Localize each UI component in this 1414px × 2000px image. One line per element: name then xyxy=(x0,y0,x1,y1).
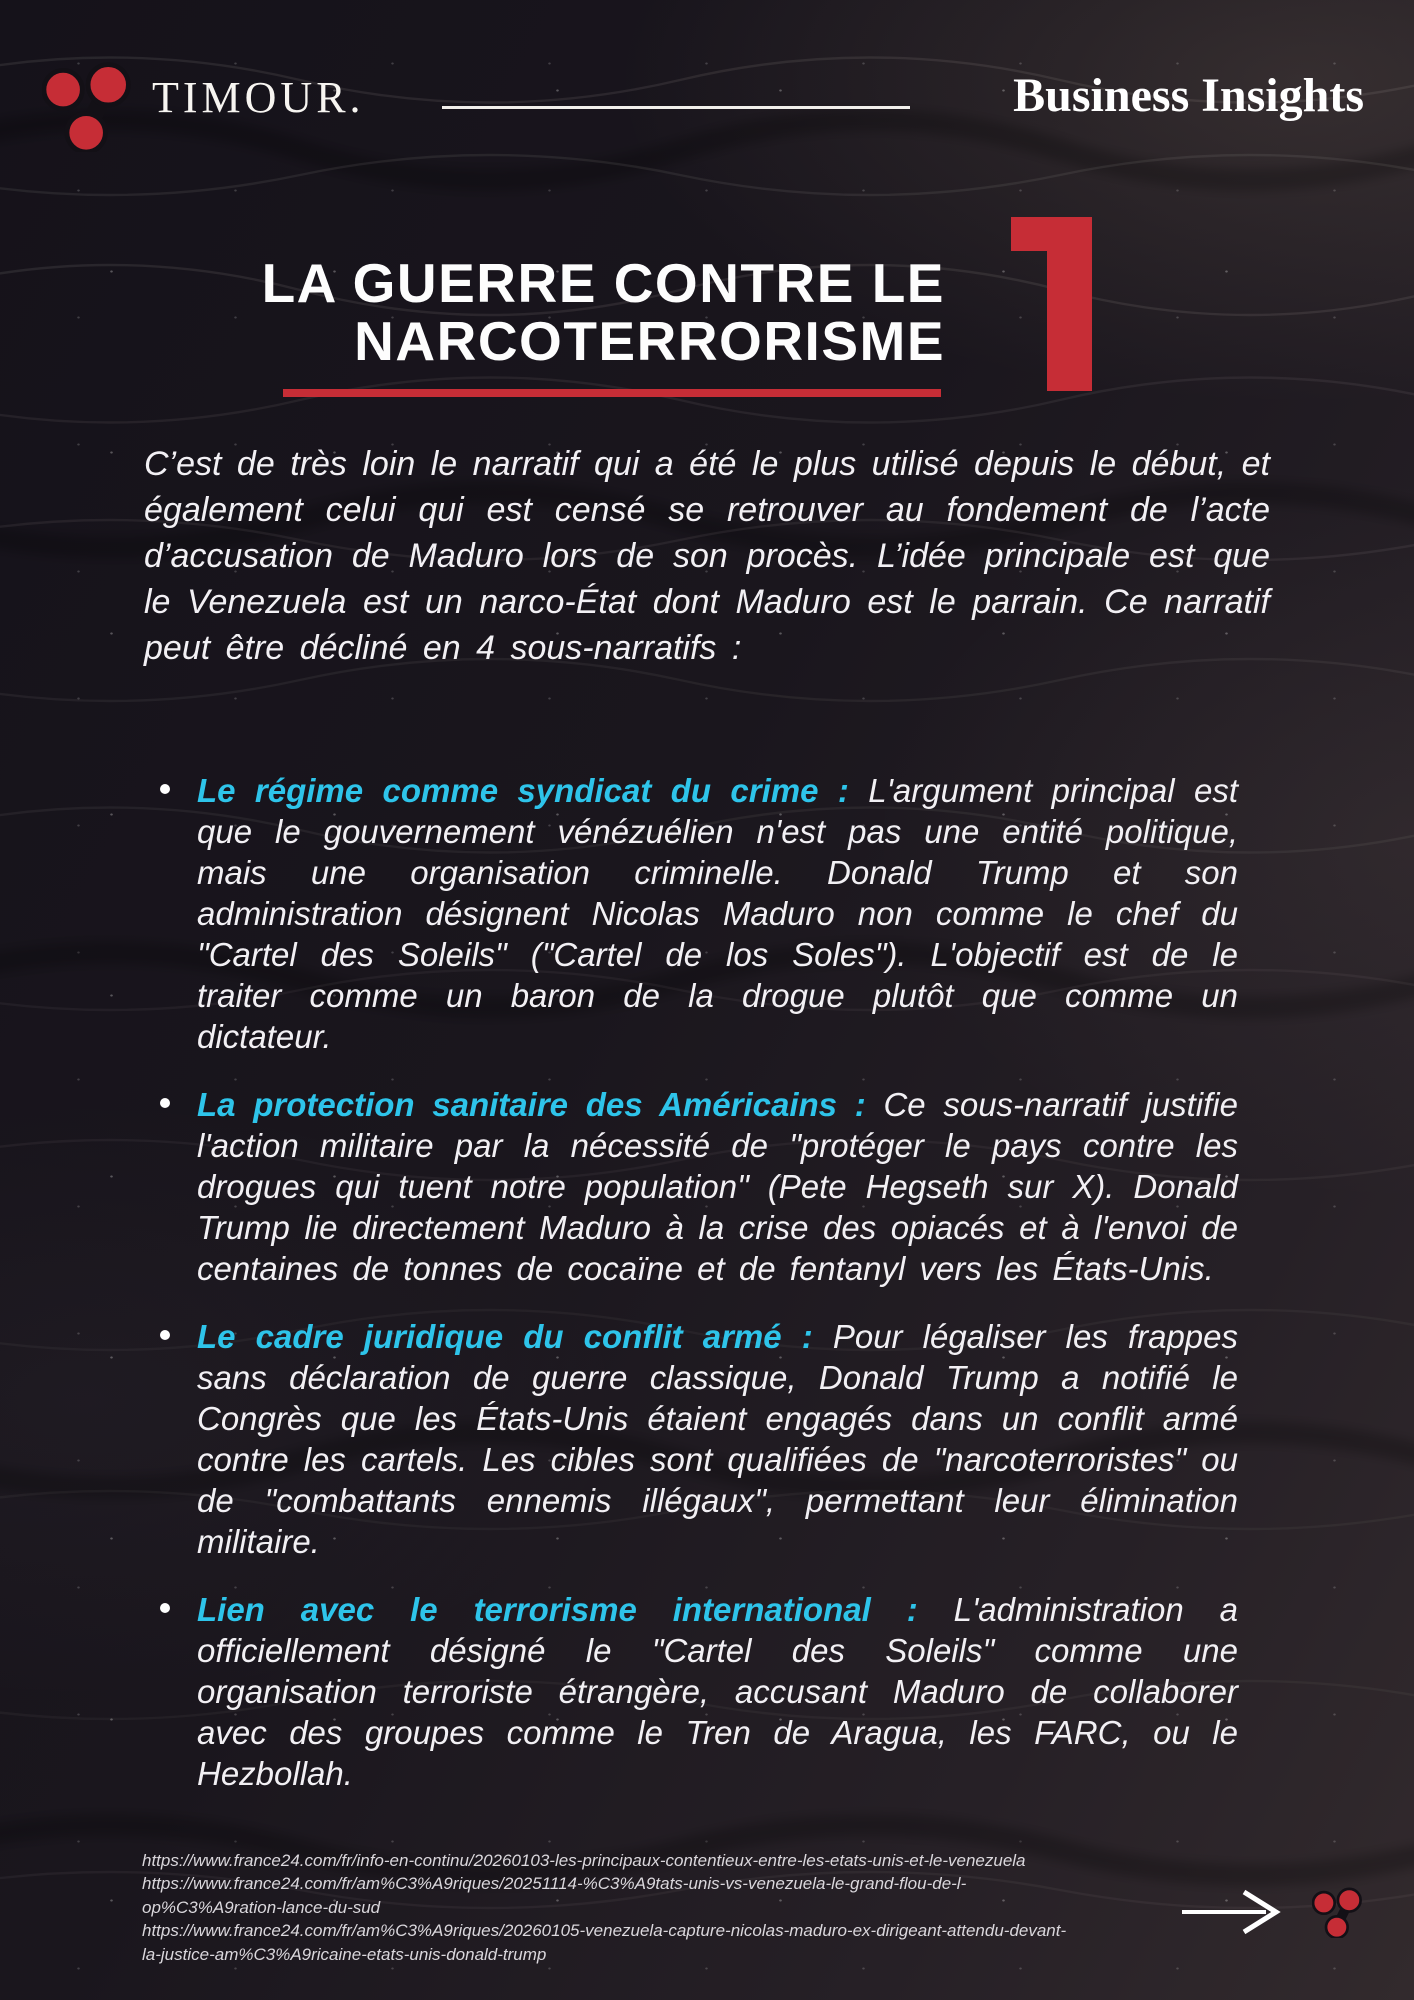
list-item xyxy=(150,1084,1238,1289)
source-link[interactable]: https://www.france24.com/fr/info-en-continu/20260103-les-principaux-contentieux-entre-les-etats-unis-et-le-venezuela xyxy=(142,1851,1026,1870)
bullet-dot-icon xyxy=(160,1098,170,1108)
bullet-dot-icon xyxy=(160,784,170,794)
next-page-arrow-icon[interactable] xyxy=(1178,1888,1284,1936)
bullet-text: Ce sous-narratif justifie l'action militaire par la nécessité de "protéger le pays contre les drogues qui tuent notre population" (Pete Hegseth sur X). Donald Trump lie directement Maduro à la crise des opiacés et à l'envoi de centaines de tonnes de cocaïne et de fentanyl vers les États-Unis. xyxy=(197,1086,1238,1287)
brand-wordmark: TIMOUR. xyxy=(152,73,365,122)
bullet-text: Pour légaliser les frappes sans déclaration de guerre classique, Donald Trump a notifié le Congrès que les États-Unis étaient engagés dans un conflit armé contre les cartels. Les cibles sont qualifiées de "narcoterroristes" ou de "combattants ennemis illégaux", permettant leur élimination militaire. xyxy=(197,1318,1238,1560)
section-number-badge-bar xyxy=(1047,217,1092,391)
page-title xyxy=(262,254,945,370)
bullet-text: L'administration a officiellement désigné le "Cartel des Soleils" comme une organisation terroriste étrangère, accusant Maduro de collaborer avec des groupes comme le Tren de Aragua, les FARC, ou le Hezbollah. xyxy=(197,1591,1238,1792)
page-title-line2: NARCOTERRORISME xyxy=(354,310,945,372)
page-title-line1: LA GUERRE CONTRE LE xyxy=(261,252,945,314)
title-underline xyxy=(283,389,941,397)
bullet-text: L'argument principal est que le gouvernement vénézuélien n'est pas une entité politique, mais une organisation criminelle. Donald Trump et son administration désignent Nicolas Maduro non comme le chef du "Cartel des Soleils" ("Cartel de los Soles"). L'objectif est de le traiter comme un baron de la drogue plutôt que comme un dictateur. xyxy=(197,772,1238,1055)
bullet-label: Le régime comme syndicat du crime : xyxy=(197,772,849,809)
list-item xyxy=(150,1316,1238,1562)
header-divider xyxy=(442,106,910,109)
bullet-label: Lien avec le terrorisme international : xyxy=(197,1591,918,1628)
section-number-badge xyxy=(1011,217,1051,251)
brand-tagline: Business Insights xyxy=(1013,69,1364,122)
source-links xyxy=(142,1849,1072,1966)
intro-paragraph: C’est de très loin le narratif qui a été le plus utilisé depuis le début, et également celui qui est censé se retrouver au fondement de l’acte d’accusation de Maduro lors de son procès. L’idée principale est que le Venezuela est un narco-État dont Maduro est le parrain. Ce narratif peut être décliné en 4 sous-narratifs : xyxy=(144,445,1270,667)
bullet-label: Le cadre juridique du conflit armé : xyxy=(197,1318,813,1355)
bullet-label: La protection sanitaire des Américains : xyxy=(197,1086,866,1123)
timour-logo-icon xyxy=(42,56,138,152)
sub-narratives-list xyxy=(150,770,1238,1794)
list-item xyxy=(150,1589,1238,1794)
source-link[interactable]: https://www.france24.com/fr/am%C3%A9riques/20251114-%C3%A9tats-unis-vs-venezuela-le-grand-flou-de-l-op%C3%A9ration-lance-du-sud xyxy=(142,1874,967,1917)
timour-logo-small-icon xyxy=(1312,1884,1366,1938)
list-item xyxy=(150,770,1238,1057)
bullet-dot-icon xyxy=(160,1603,170,1613)
source-link[interactable]: https://www.france24.com/fr/am%C3%A9riques/20260105-venezuela-capture-nicolas-maduro-ex-dirigeant-attendu-devant-la-justice-am%C3%A9ricaine-etats-unis-donald-trump xyxy=(142,1921,1067,1964)
bullet-dot-icon xyxy=(160,1330,170,1340)
